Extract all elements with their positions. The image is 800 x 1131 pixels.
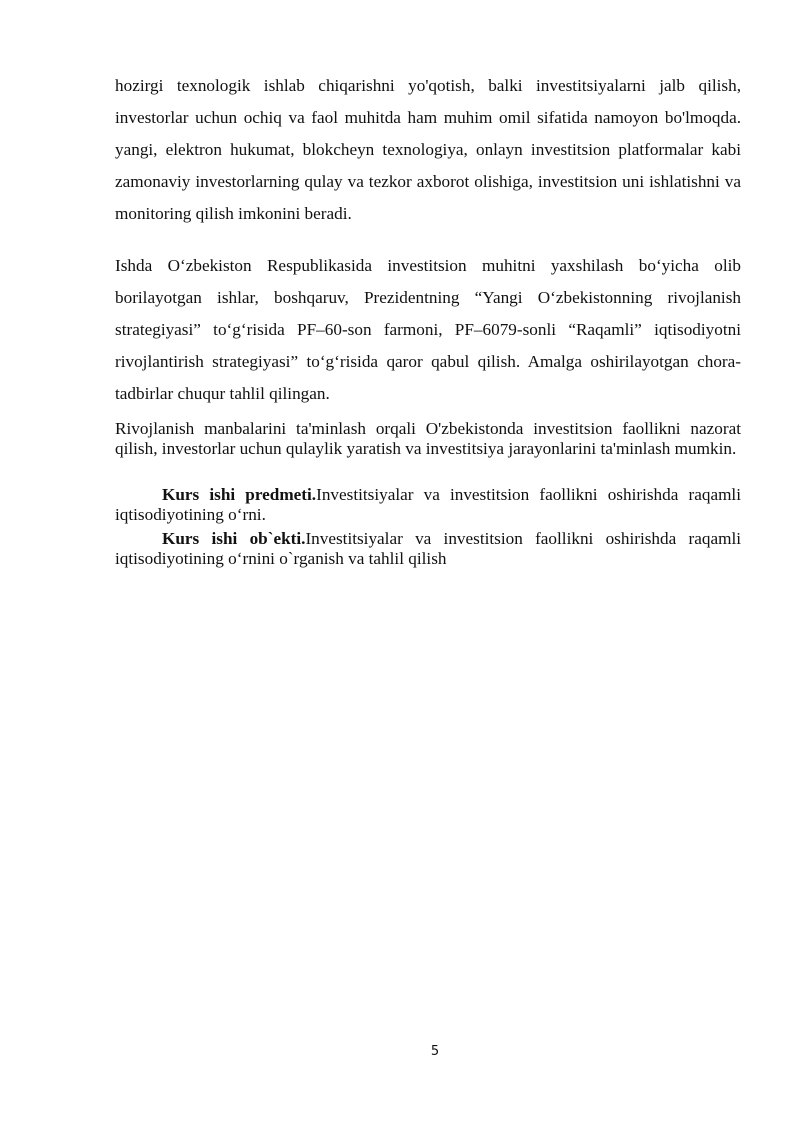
object-text: Investitsiyalar va investitsion faollikni oshirishda raqamli iqtisodiyotining o‘rnini o`rganish va tahlil qilish bbox=[115, 529, 741, 568]
paragraph-object bbox=[115, 529, 741, 568]
page-number: 5 bbox=[430, 1044, 440, 1059]
subject-label: Kurs ishi predmeti. bbox=[162, 485, 317, 504]
paragraph-sources: Rivojlanish manbalarini ta'minlash orqali O'zbekistonda investitsion faollikni nazorat qilish, investorlar uchun qulaylik yaratish va investitsiya jarayonlarini ta'minlash mumkin. bbox=[115, 419, 741, 458]
object-label: Kurs ishi ob`ekti. bbox=[162, 529, 306, 548]
subject-text: Investitsiyalar va investitsion faollikni oshirishda raqamli iqtisodiyotining o‘rni. bbox=[115, 485, 741, 524]
paragraph-intro: hozirgi texnologik ishlab chiqarishni yo'qotish, balki investitsiyalarni jalb qilish, investorlar uchun ochiq va faol muhitda ham muhim omil sifatida namoyon bo'lmoqda. yangi, elektron hukumat, blokcheyn texnologiya, onlayn investitsion platformalar kabi zamonaviy investorlarning qulay va tezkor axborot olishiga, investitsion uni ishlatishni va monitoring qilish imkonini beradi. bbox=[115, 76, 741, 223]
paragraph-subject bbox=[115, 485, 741, 524]
paragraph-analysis: Ishda O‘zbekiston Respublikasida investitsion muhitni yaxshilash bo‘yicha olib borilayotgan ishlar, boshqaruv, Prezidentning “Yangi O‘zbekistonning rivojlanish strategiyasi” to‘g‘risida PF–60-son farmoni, PF–6079-sonli “Raqamli” iqtisodiyotni rivojlantirish strategiyasi” to‘g‘risida qaror qabul qilish. Amalga oshirilayotgan chora-tadbirlar chuqur tahlil qilingan. bbox=[115, 256, 741, 403]
